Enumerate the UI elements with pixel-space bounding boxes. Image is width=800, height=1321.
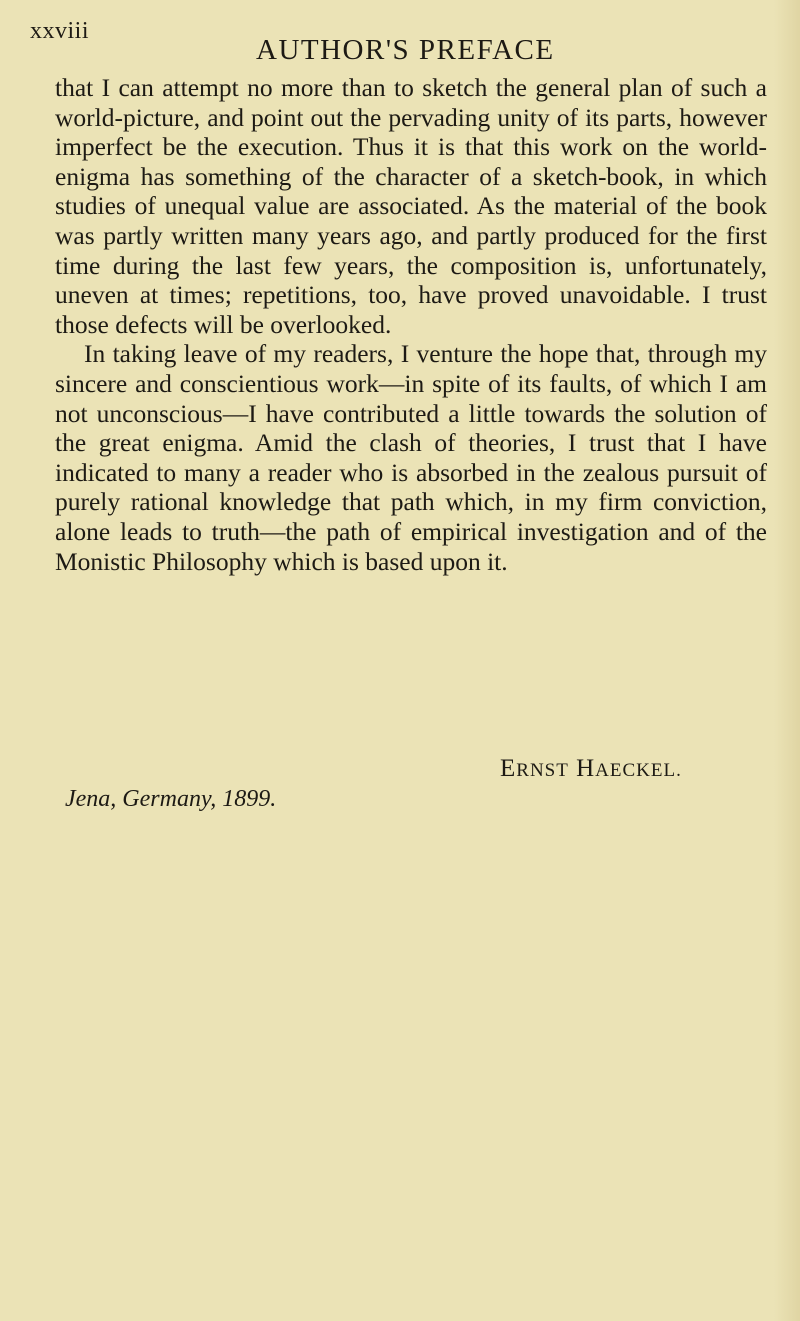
author-signature — [500, 755, 682, 783]
running-head: AUTHOR'S PREFACE — [256, 34, 555, 66]
page-number: xxviii — [30, 18, 90, 44]
page-header — [30, 16, 770, 66]
signature-last-rest: AECKEL. — [595, 760, 682, 781]
paragraph-continued: that I can attempt no more than to sketch the general plan of such a world-picture, and point out the pervading unity of its parts, however imperfect be the execution. Thus it is that this work on the world-enigma has something of the character of a sketch-book, in which studies of unequal value are associated. As the material of the book was partly written many years ago, and partly produced for the first time during the last few years, the composition is, unfortunately, uneven at times; repetitions, too, have proved unavoidable. I trust those defects will be overlooked. — [55, 73, 767, 339]
signature-last-initial: H — [576, 755, 596, 782]
page-edge-shadow — [774, 0, 800, 1321]
signature-first-initial: E — [500, 755, 517, 782]
signature-first-rest: RNST — [516, 760, 569, 781]
paragraph-closing: In taking leave of my readers, I venture the hope that, through my sincere and conscientious work—in spite of its faults, of which I am not unconscious—I have contributed a little towards the solution of the great enigma. Amid the clash of theories, I trust that I have indicated to many a reader who is absorbed in the zealous pursuit of purely rational knowledge that path which, in my firm conviction, alone leads to truth—the path of empirical investigation and of the Monistic Philosophy which is based upon it. — [55, 339, 767, 576]
preface-body — [55, 73, 767, 576]
place-and-date: Jena, Germany, 1899. — [65, 786, 277, 812]
